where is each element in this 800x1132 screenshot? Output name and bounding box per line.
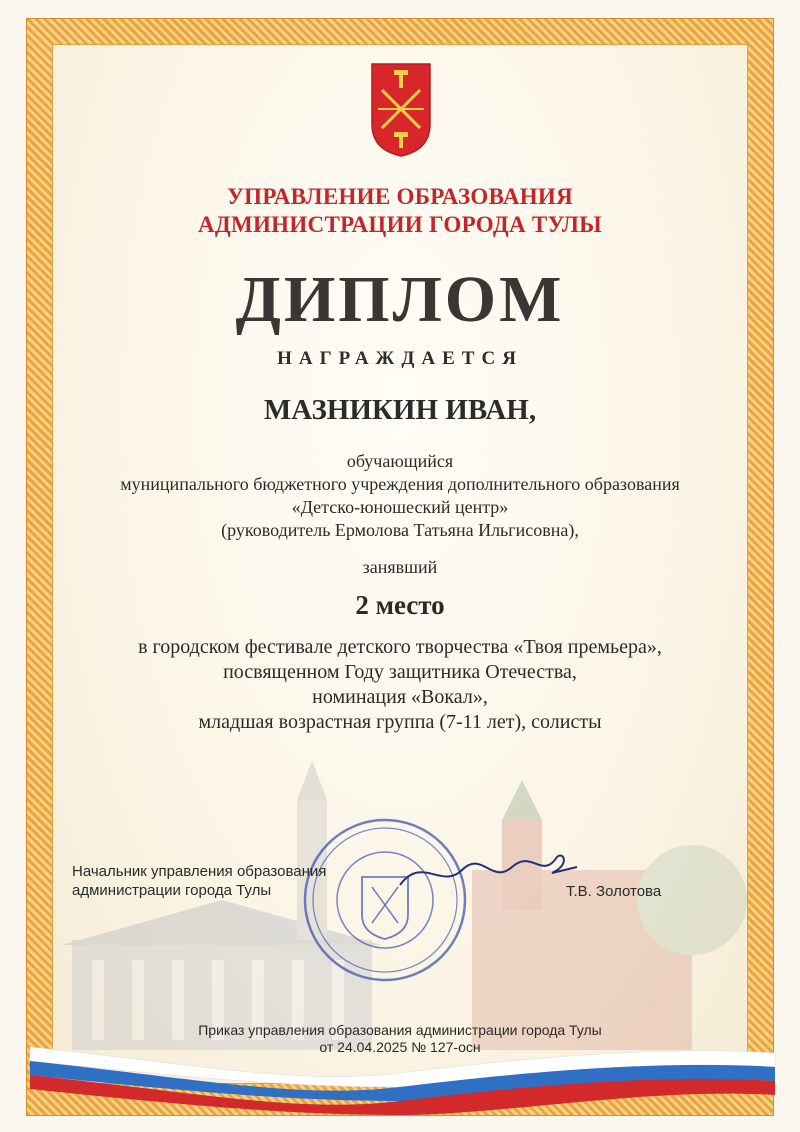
recipient-description [0, 450, 800, 542]
signer-name: Т.В. Золотова [566, 883, 662, 900]
recipient-name: МАЗНИКИН ИВАН, [263, 394, 537, 426]
order-reference [0, 1022, 800, 1056]
official-round-stamp-icon [300, 815, 470, 985]
order-line-1: Приказ управления образования администрации города Тулы [198, 1022, 602, 1038]
event-line-1: в городском фестивале детского творчества «Твоя премьера», [138, 636, 662, 658]
description-line-3: «Детско-юношеский центр» [291, 497, 509, 517]
description-line-2: муниципального бюджетного учреждения дополнительного образования [120, 474, 680, 494]
event-description [0, 635, 800, 735]
awarded-label: НАГРАЖДАЕТСЯ [277, 348, 523, 369]
event-line-2: посвященном Году защитника Отечества, [223, 661, 577, 683]
org-line-1: УПРАВЛЕНИЕ ОБРАЗОВАНИЯ [226, 184, 574, 209]
handwritten-signature [392, 845, 582, 895]
position-line-2: администрации города Тулы [72, 882, 272, 899]
issuing-organization [0, 183, 800, 239]
description-line-1: обучающийся [346, 451, 454, 471]
signatory-position [72, 862, 326, 900]
event-line-4: младшая возрастная группа (7-11 лет), солисты [198, 711, 602, 733]
event-line-3: номинация «Вокал», [312, 686, 488, 708]
place-awarded: 2 место [355, 590, 445, 620]
took-label: занявший [362, 557, 438, 577]
diploma-title: ДИПЛОМ [235, 263, 565, 336]
tula-coat-of-arms-icon [370, 62, 432, 158]
description-line-4: (руководитель Ермолова Татьяна Ильгисовна), [221, 520, 579, 540]
org-line-2: АДМИНИСТРАЦИИ ГОРОДА ТУЛЫ [197, 212, 603, 237]
order-line-2: от 24.04.2025 № 127-осн [319, 1039, 481, 1055]
position-line-1: Начальник управления образования [72, 863, 327, 880]
